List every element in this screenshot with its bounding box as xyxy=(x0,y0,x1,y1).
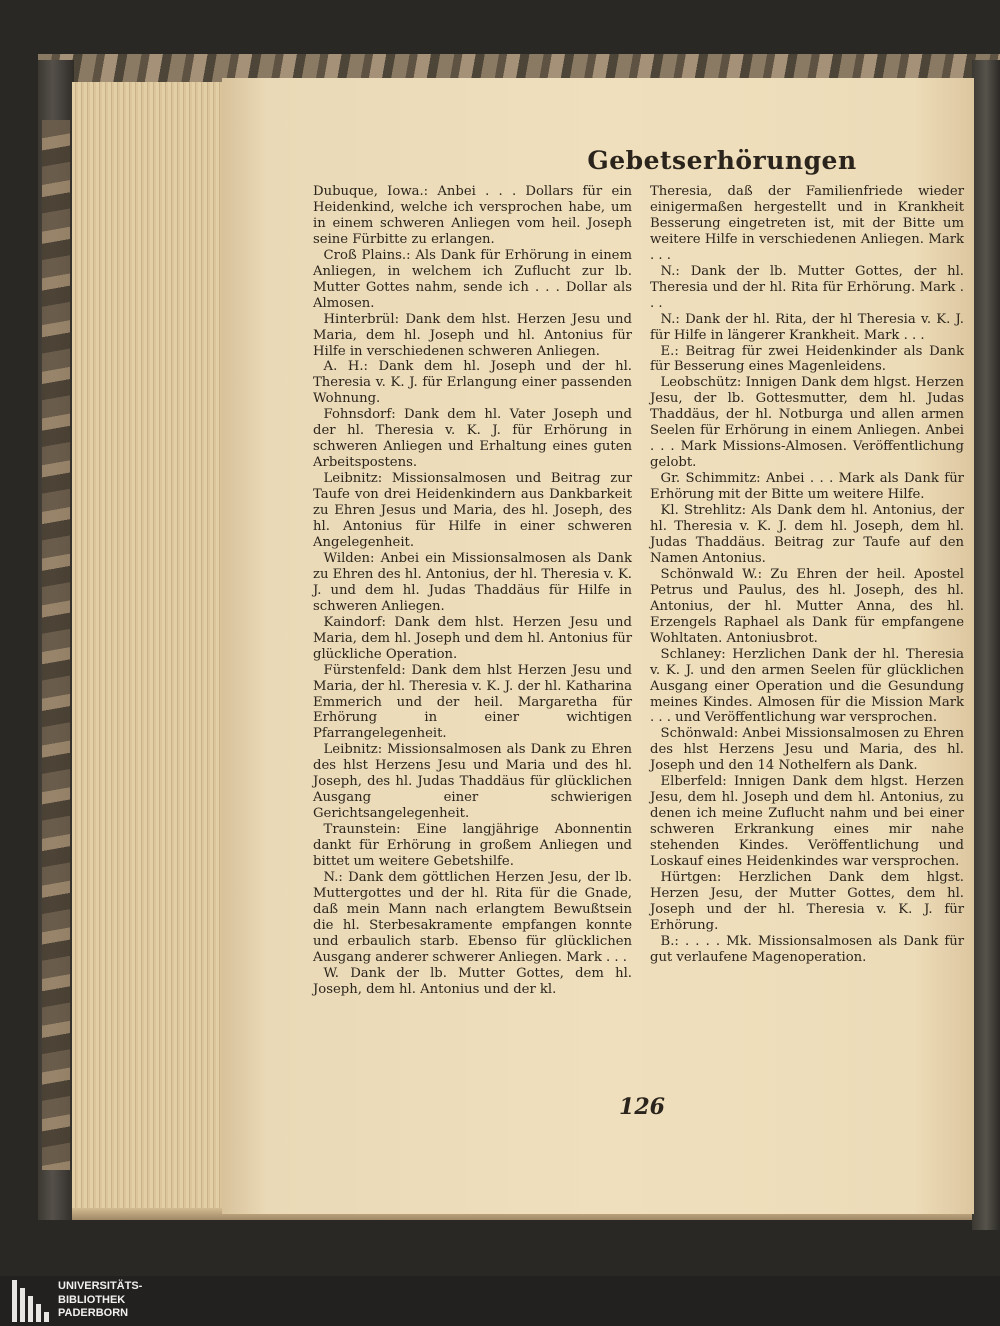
entry: Schönwald W.: Zu Ehren der heil. Apostel Petrus und Paulus, des hl. Joseph, des hl. Antonius, der hl. Mutter Anna, des hl. Erzengels Raphael als Dank für empfangene Wohltaten. Antoniusbrot. xyxy=(650,566,964,646)
entry: Fohnsdorf: Dank dem hl. Vater Joseph und der hl. Theresia v. K. J. für Erhörung in schweren Anliegen und Erhaltung eines guten Arbeitspostens. xyxy=(313,407,632,471)
entry: A. H.: Dank dem hl. Joseph und der hl. Theresia v. K. J. für Erlangung einer passenden Wohnung. xyxy=(313,359,632,407)
page-number: 126 xyxy=(619,1094,665,1120)
library-logo-icon xyxy=(12,1280,52,1322)
book-cover-right xyxy=(972,60,1000,1230)
page-edges xyxy=(72,82,223,1220)
entry: Croß Plains.: Als Dank für Erhörung in einem Anliegen, in welchem ich Zuflucht zur lb. Mutter Gottes nahm, sende ich . . . Dollar als Almosen. xyxy=(313,247,632,311)
right-column xyxy=(650,184,964,966)
entry: Dubuque, Iowa.: Anbei . . . Dollars für ein Heidenkind, welche ich versprochen habe, um in einem schweren Anliegen vom heil. Joseph seine Fürbitte zu erlangen. xyxy=(313,184,632,247)
entry: Hürtgen: Herzlichen Dank dem hlgst. Herzen Jesu, der Mutter Gottes, dem hl. Joseph und der hl. Theresia v. K. J. für Erhörung. xyxy=(650,869,964,933)
logo-line: UNIVERSITÄTS- xyxy=(58,1280,143,1292)
entry: N.: Dank der hl. Rita, der hl Theresia v. K. J. für Hilfe in längerer Krankheit. Mark . . . xyxy=(650,311,964,343)
page-heading: Gebetserhörungen xyxy=(587,146,857,175)
entry: Gr. Schimmitz: Anbei . . . Mark als Dank für Erhörung mit der Bitte um weitere Hilfe. xyxy=(650,471,964,503)
book-cover-marbled-side xyxy=(42,120,70,1170)
entry: W. Dank der lb. Mutter Gottes, dem hl. Joseph, dem hl. Antonius und der kl. xyxy=(313,965,632,997)
entry: Leobschütz: Innigen Dank dem hlgst. Herzen Jesu, der lb. Gottesmutter, dem hl. Judas Thaddäus, der hl. Notburga und allen armen Seelen für Erhörung in einem Anliegen. Anbei . . . Mark Missions-Almosen. Veröffentlichung gelobt. xyxy=(650,375,964,471)
library-logo-text xyxy=(58,1280,142,1321)
footer-bar xyxy=(0,1276,1000,1326)
entry: Kl. Strehlitz: Als Dank dem hl. Antonius, der hl. Theresia v. K. J. dem hl. Joseph, dem hl. Judas Thaddäus. Beitrag zur Taufe auf den Namen Antonius. xyxy=(650,503,964,566)
left-column xyxy=(313,184,632,998)
book-page xyxy=(222,78,974,1214)
entry: Traunstein: Eine langjährige Abonnentin dankt für Erhörung in großem Anliegen und bittet um weitere Gebetshilfe. xyxy=(313,822,632,870)
entry: N.: Dank der lb. Mutter Gottes, der hl. Theresia und der hl. Rita für Erhörung. Mark . . . xyxy=(650,263,964,311)
entry: Leibnitz: Missionsalmosen als Dank zu Ehren des hlst Herzens Jesu und Maria und des hl. Joseph, des hl. Judas Thaddäus für glücklichen Ausgang einer schwierigen Gerichtsangelegenheit. xyxy=(313,742,632,822)
entry: Kaindorf: Dank dem hlst. Herzen Jesu und Maria, dem hl. Joseph und dem hl. Antonius für glückliche Operation. xyxy=(313,614,632,662)
logo-line: PADERBORN xyxy=(58,1307,129,1319)
entry: Fürstenfeld: Dank dem hlst Herzen Jesu und Maria, der hl. Theresia v. K. J. der hl. Katharina Emmerich und der heil. Margaretha für Erhörung in einer wichtigen Pfarrangelegenheit. xyxy=(313,662,632,742)
entry: Schlaney: Herzlichen Dank der hl. Theresia v. K. J. und den armen Seelen für glücklichen Ausgang einer Operation und die Gesundung meines Kindes. Almosen für die Mission Mark . . . und Veröffentlichung war versprochen. xyxy=(650,646,964,726)
entry: Elberfeld: Innigen Dank dem hlgst. Herzen Jesu, dem hl. Joseph und dem hl. Antonius, zu denen ich meine Zuflucht nahm und bei einer schweren Erkrankung eines mir nahe stehenden Kindes. Veröffentlichung und Loskauf eines Heidenkindes war versprochen. xyxy=(650,774,964,870)
entry: Theresia, daß der Familienfriede wieder einigermaßen hergestellt und in Krankheit Besserung eingetreten ist, mit der Bitte um weitere Hilfe in verschiedenen Anliegen. Mark . . . xyxy=(650,184,964,263)
entry: Wilden: Anbei ein Missionsalmosen als Dank zu Ehren des hl. Antonius, der hl. Theresia v. K. J. und dem hl. Judas Thaddäus für Hilfe in schweren Anliegen. xyxy=(313,550,632,614)
entry: Leibnitz: Missionsalmosen und Beitrag zur Taufe von drei Heidenkindern aus Dankbarkeit zu Ehren Jesus und Maria, des hl. Joseph, des hl. Antonius für Hilfe in einer schweren Angelegenheit. xyxy=(313,471,632,550)
entry: B.: . . . . Mk. Missionsalmosen als Dank für gut verlaufene Magenoperation. xyxy=(650,933,964,965)
entry: Hinterbrül: Dank dem hlst. Herzen Jesu und Maria, dem hl. Joseph und hl. Antonius für Hilfe in verschiedenen schweren Anliegen. xyxy=(313,311,632,359)
entry: Schönwald: Anbei Missionsalmosen zu Ehren des hlst Herzens Jesu und Maria, des hl. Joseph und den 14 Nothelfern als Dank. xyxy=(650,726,964,774)
entry: N.: Dank dem göttlichen Herzen Jesu, der lb. Muttergottes und der hl. Rita für die Gnade, daß mein Mann nach erlangtem Bewußtsein die hl. Sterbesakramente empfangen konnte und erbaulich starb. Ebenso für glücklichen Ausgang anderer schwerer Anliegen. Mark . . . xyxy=(313,869,632,965)
entry: E.: Beitrag für zwei Heidenkinder als Dank für Besserung eines Magenleidens. xyxy=(650,343,964,375)
logo-line: BIBLIOTHEK xyxy=(58,1293,126,1306)
